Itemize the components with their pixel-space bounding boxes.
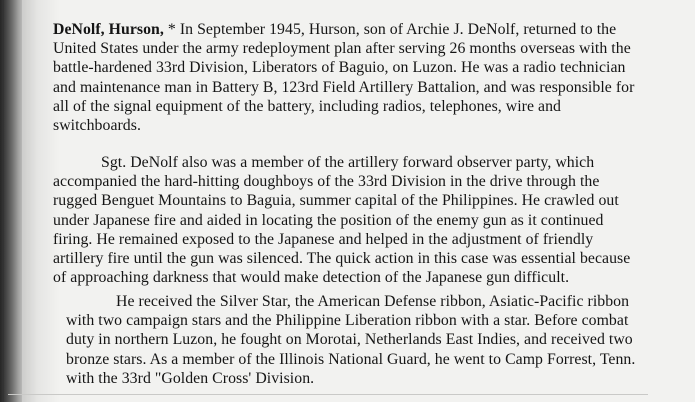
- paragraph-2-line-2: accompanied the hard-hitting doughboys of the 33rd Division in the drive through the: [53, 173, 600, 191]
- paragraph-1-line-4: and maintenance man in Battery B, 123rd Field Artillery Battalion, and was responsible for: [53, 78, 635, 96]
- subject-name: DeNolf, Hurson,: [53, 21, 164, 38]
- paragraph-2-line-1: Sgt. DeNolf also was a member of the artillery forward observer party, which: [101, 154, 595, 171]
- paragraph-2-line-4: under Japanese fire and aided in locating the position of the enemy gun as it continued: [53, 211, 604, 229]
- paragraph-2-line-6: artillery fire until the gun was silenced. The quick action in this case was essential because: [53, 250, 631, 268]
- bottom-scan-line: [8, 394, 648, 395]
- paragraph-1-line-2: United States under the army redeployment plan after serving 26 months overseas with the: [53, 40, 631, 58]
- paragraph-3-line-5: with the 33rd "Golden Cross' Division.: [66, 369, 315, 387]
- paragraph-2-line-7: of approaching darkness that would make detection of the Japanese gun difficult.: [53, 269, 570, 287]
- paragraph-1-line-1: [53, 20, 685, 39]
- paragraph-2: [53, 153, 685, 287]
- paragraph-1-line-1-text: * In September 1945, Hurson, son of Archie J. DeNolf, returned to the: [167, 21, 617, 38]
- paragraph-1: [53, 20, 685, 135]
- paragraph-1-line-3: battle-hardened 33rd Division, Liberators of Baguio, on Luzon. He was a radio technician: [53, 59, 626, 77]
- paragraph-1-line-6: switchboards.: [53, 117, 141, 135]
- page-edge-line: [3, 0, 4, 402]
- paragraph-2-line-5: firing. He remained exposed to the Japanese and helped in the adjustment of friendly: [53, 230, 594, 248]
- paragraph-3-line-1: He received the Silver Star, the American Defense ribbon, Asiatic-Pacific ribbon: [116, 293, 630, 310]
- paragraph-3-line-3: duty in northern Luzon, he fought on Morotai, Netherlands East Indies, and received two: [66, 331, 633, 349]
- paragraph-2-line-3: rugged Benguet Mountains to Baguia, summer capital of the Philippines. He crawled out: [53, 192, 619, 210]
- paragraph-3: [66, 292, 686, 388]
- paragraph-3-line-4: bronze stars. As a member of the Illinois National Guard, he went to Camp Forrest, Tenn.: [66, 350, 636, 368]
- paragraph-1-line-5: all of the signal equipment of the battery, including radios, telephones, wire and: [53, 97, 561, 115]
- paragraph-3-line-2: with two campaign stars and the Philippine Liberation ribbon with a star. Before combat: [66, 312, 629, 330]
